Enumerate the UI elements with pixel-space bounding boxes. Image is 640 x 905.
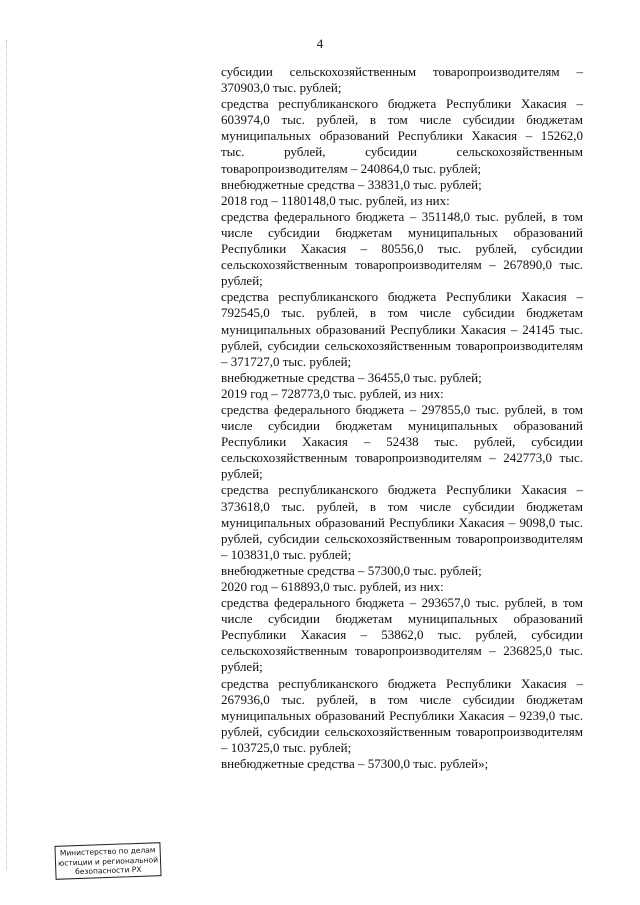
paragraph: средства республиканского бюджета Республики Хакасия – 373618,0 тыс. рублей, в том числе субсидии бюджетам муниципальных образований Республики Хакасия – 9098,0 тыс. рублей, субсидии сельскохозяйственным товаропроизводителям – 103831,0 тыс. рублей; (221, 482, 583, 562)
paragraph: субсидии сельскохозяйственным товаропроизводителям – 370903,0 тыс. рублей; (221, 64, 583, 96)
paragraph: внебюджетные средства – 57300,0 тыс. рублей; (221, 562, 482, 578)
paragraph: средства республиканского бюджета Республики Хакасия – 267936,0 тыс. рублей, в том числе субсидии бюджетам муниципальных образований Республики Хакасия – 9239,0 тыс. рублей, субсидии сельскохозяйственным товаропроизводителям – 103725,0 тыс. рублей; (221, 675, 583, 755)
stamp-line: юстиции и региональной (57, 854, 159, 868)
paragraph: внебюджетные средства – 36455,0 тыс. рублей; (221, 369, 482, 385)
paragraph: внебюджетные средства – 57300,0 тыс. рублей»; (221, 756, 489, 772)
paragraph: внебюджетные средства – 33831,0 тыс. рублей; (221, 176, 482, 192)
stamp-line: безопасности РХ (75, 864, 142, 877)
page-number: 4 (316, 36, 324, 51)
paragraph: средства федерального бюджета – 297855,0 тыс. рублей, в том числе субсидии бюджетам муниципальных образований Республики Хакасия – 52438 тыс. рублей, субсидии сельскохозяйственным товаропроизводителям – 242773,0 тыс. рублей; (221, 401, 583, 482)
stamp-line: Министерство по делам (59, 845, 156, 858)
paragraph: 2018 год – 1180148,0 тыс. рублей, из них: (221, 192, 450, 208)
paragraph: средства федерального бюджета – 351148,0 тыс. рублей, в том числе субсидии бюджетам муниципальных образований Республики Хакасия – 80556,0 тыс. рублей, субсидии сельскохозяйственным товаропроизводителям – 267890,0 тыс. рублей; (221, 208, 583, 289)
paragraph: средства республиканского бюджета Республики Хакасия – 603974,0 тыс. рублей, в том числе субсидии бюджетам муниципальных образований Республики Хакасия – 15262,0 тыс. рублей, субсидии сельскохозяйственным товаропроизводителям – 240864,0 тыс. рублей; (221, 96, 583, 176)
paragraph: средства республиканского бюджета Республики Хакасия – 792545,0 тыс. рублей, в том числе субсидии бюджетам муниципальных образований Республики Хакасия – 24145 тыс. рублей, субсидии сельскохозяйственным товаропроизводителям – 371727,0 тыс. рублей; (221, 289, 583, 369)
scan-margin-artifact (6, 40, 9, 870)
paragraph: 2020 год – 618893,0 тыс. рублей, из них: (221, 579, 444, 594)
document-body (221, 64, 583, 772)
ministry-stamp (54, 842, 161, 880)
paragraph: 2019 год – 728773,0 тыс. рублей, из них: (221, 385, 444, 401)
paragraph: средства федерального бюджета – 293657,0 тыс. рублей, в том числе субсидии бюджетам муниципальных образований Республики Хакасия – 53862,0 тыс. рублей, субсидии сельскохозяйственным товаропроизводителям – 236825,0 тыс. рублей; (221, 595, 583, 675)
